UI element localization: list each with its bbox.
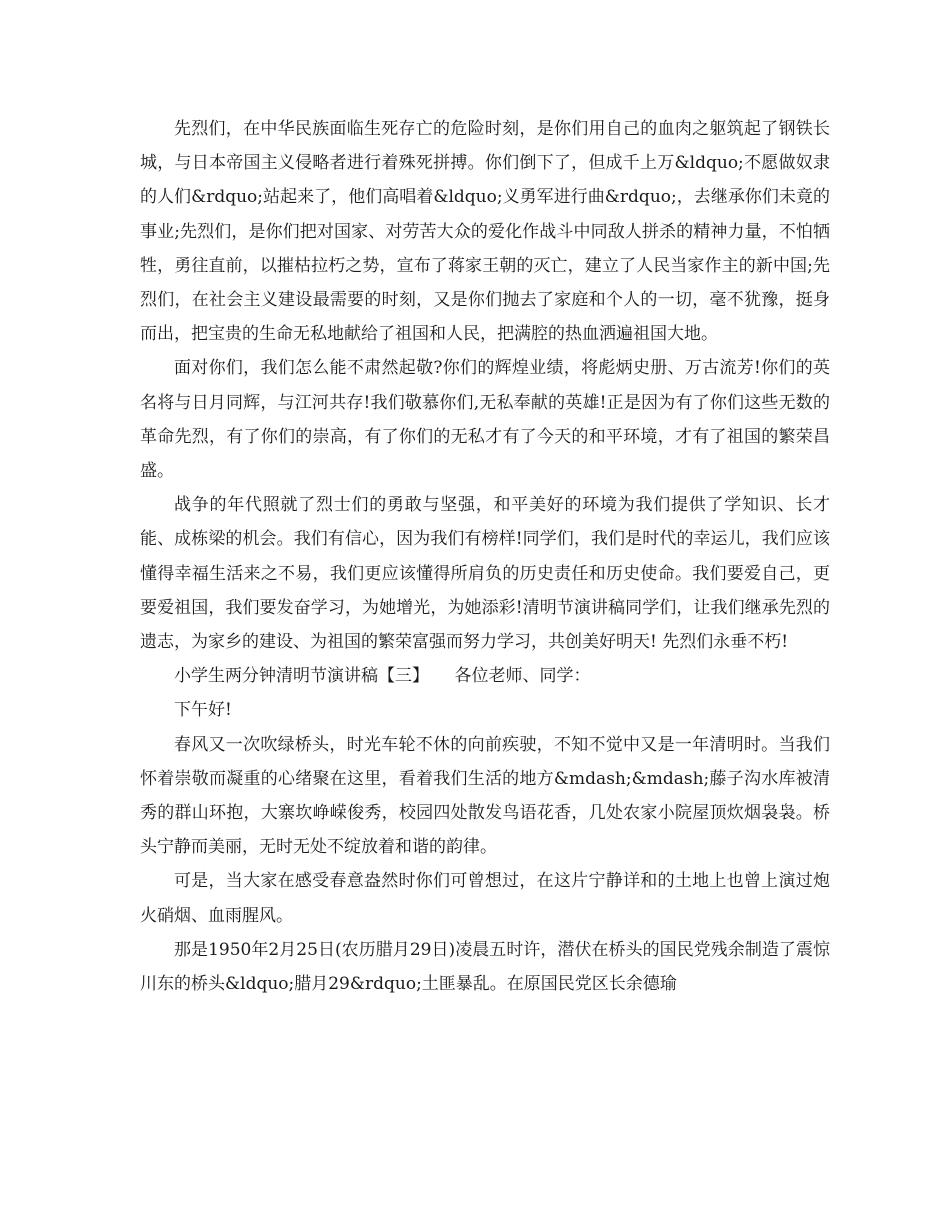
paragraph-spring: 春风又一次吹绿桥头，时光车轮不休的向前疾驶，不知不觉中又是一年清明时。当我们怀着崇敬而凝重的心绪聚在这里，看着我们生活的地方&mdash;&mdash;藤子沟水库被清秀的群山环抱，大寨坎峥嵘俊秀，校园四处散发鸟语花香，几处农家小院屋顶炊烟袅袅。桥头宁静而美丽，无时无处不绽放着和谐的韵律。 — [140, 734, 830, 858]
greeting-line: 下午好! — [174, 700, 232, 721]
document-page — [140, 112, 830, 1001]
paragraph-respect: 面对你们，我们怎么能不肃然起敬?你们的辉煌业绩，将彪炳史册、万古流芳!你们的英名将与日月同辉，与江河共存!我们敬慕你们,无私奉献的英雄!正是因为有了你们这些无数的革命先烈，有了你们的崇高，有了你们的无私才有了今天的和平环境，才有了祖国的繁荣昌盛。 — [140, 358, 830, 482]
paragraph-our-mission: 战争的年代照就了烈士们的勇敢与坚强，和平美好的环境为我们提供了学知识、长才能、成栋梁的机会。我们有信心，因为我们有榜样!同学们，我们是时代的幸运儿，我们应该懂得幸福生活来之不易，我们更应该懂得所肩负的历史责任和历史使命。我们要爱自己，更要爱祖国，我们要发奋学习，为她增光，为她添彩!清明节演讲稿同学们，让我们继承先烈的遗志，为家乡的建设、为祖国的繁荣富强而努力学习，共创美好明天! 先烈们永垂不朽! — [140, 495, 830, 653]
paragraph-1950-riot: 那是1950年2月25日(农历腊月29日)凌晨五时许，潜伏在桥头的国民党残余制造了震惊川东的桥头&ldquo;腊月29&rdquo;土匪暴乱。在原国民党区长余德瑜 — [140, 939, 830, 995]
paragraph-martyrs-sacrifice: 先烈们，在中华民族面临生死存亡的危险时刻，是你们用自己的血肉之躯筑起了钢铁长城，与日本帝国主义侵略者进行着殊死拼搏。你们倒下了，但成千上万&ldquo;不愿做奴隶的人们&rdquo;站起来了，他们高唱着&ldquo;义勇军进行曲&rdquo;，去继承你们未竟的事业;先烈们，是你们把对国家、对劳苦大众的爱化作战斗中同敌人拼杀的精神力量，不怕牺牲，勇往直前，以摧枯拉朽之势，宣布了蒋家王朝的灭亡，建立了人民当家作主的新中国;先烈们，在社会主义建设最需要的时刻，又是你们抛去了家庭和个人的一切，毫不犹豫，挺身而出，把宝贵的生命无私地献给了祖国和人民，把满腔的热血洒遍祖国大地。 — [140, 119, 830, 345]
speech-title-line: 小学生两分钟清明节演讲稿【三】 各位老师、同学： — [174, 666, 591, 687]
paragraph-history: 可是，当大家在感受春意盎然时你们可曾想过，在这片宁静详和的土地上也曾上演过炮火硝烟、血雨腥风。 — [140, 871, 830, 926]
